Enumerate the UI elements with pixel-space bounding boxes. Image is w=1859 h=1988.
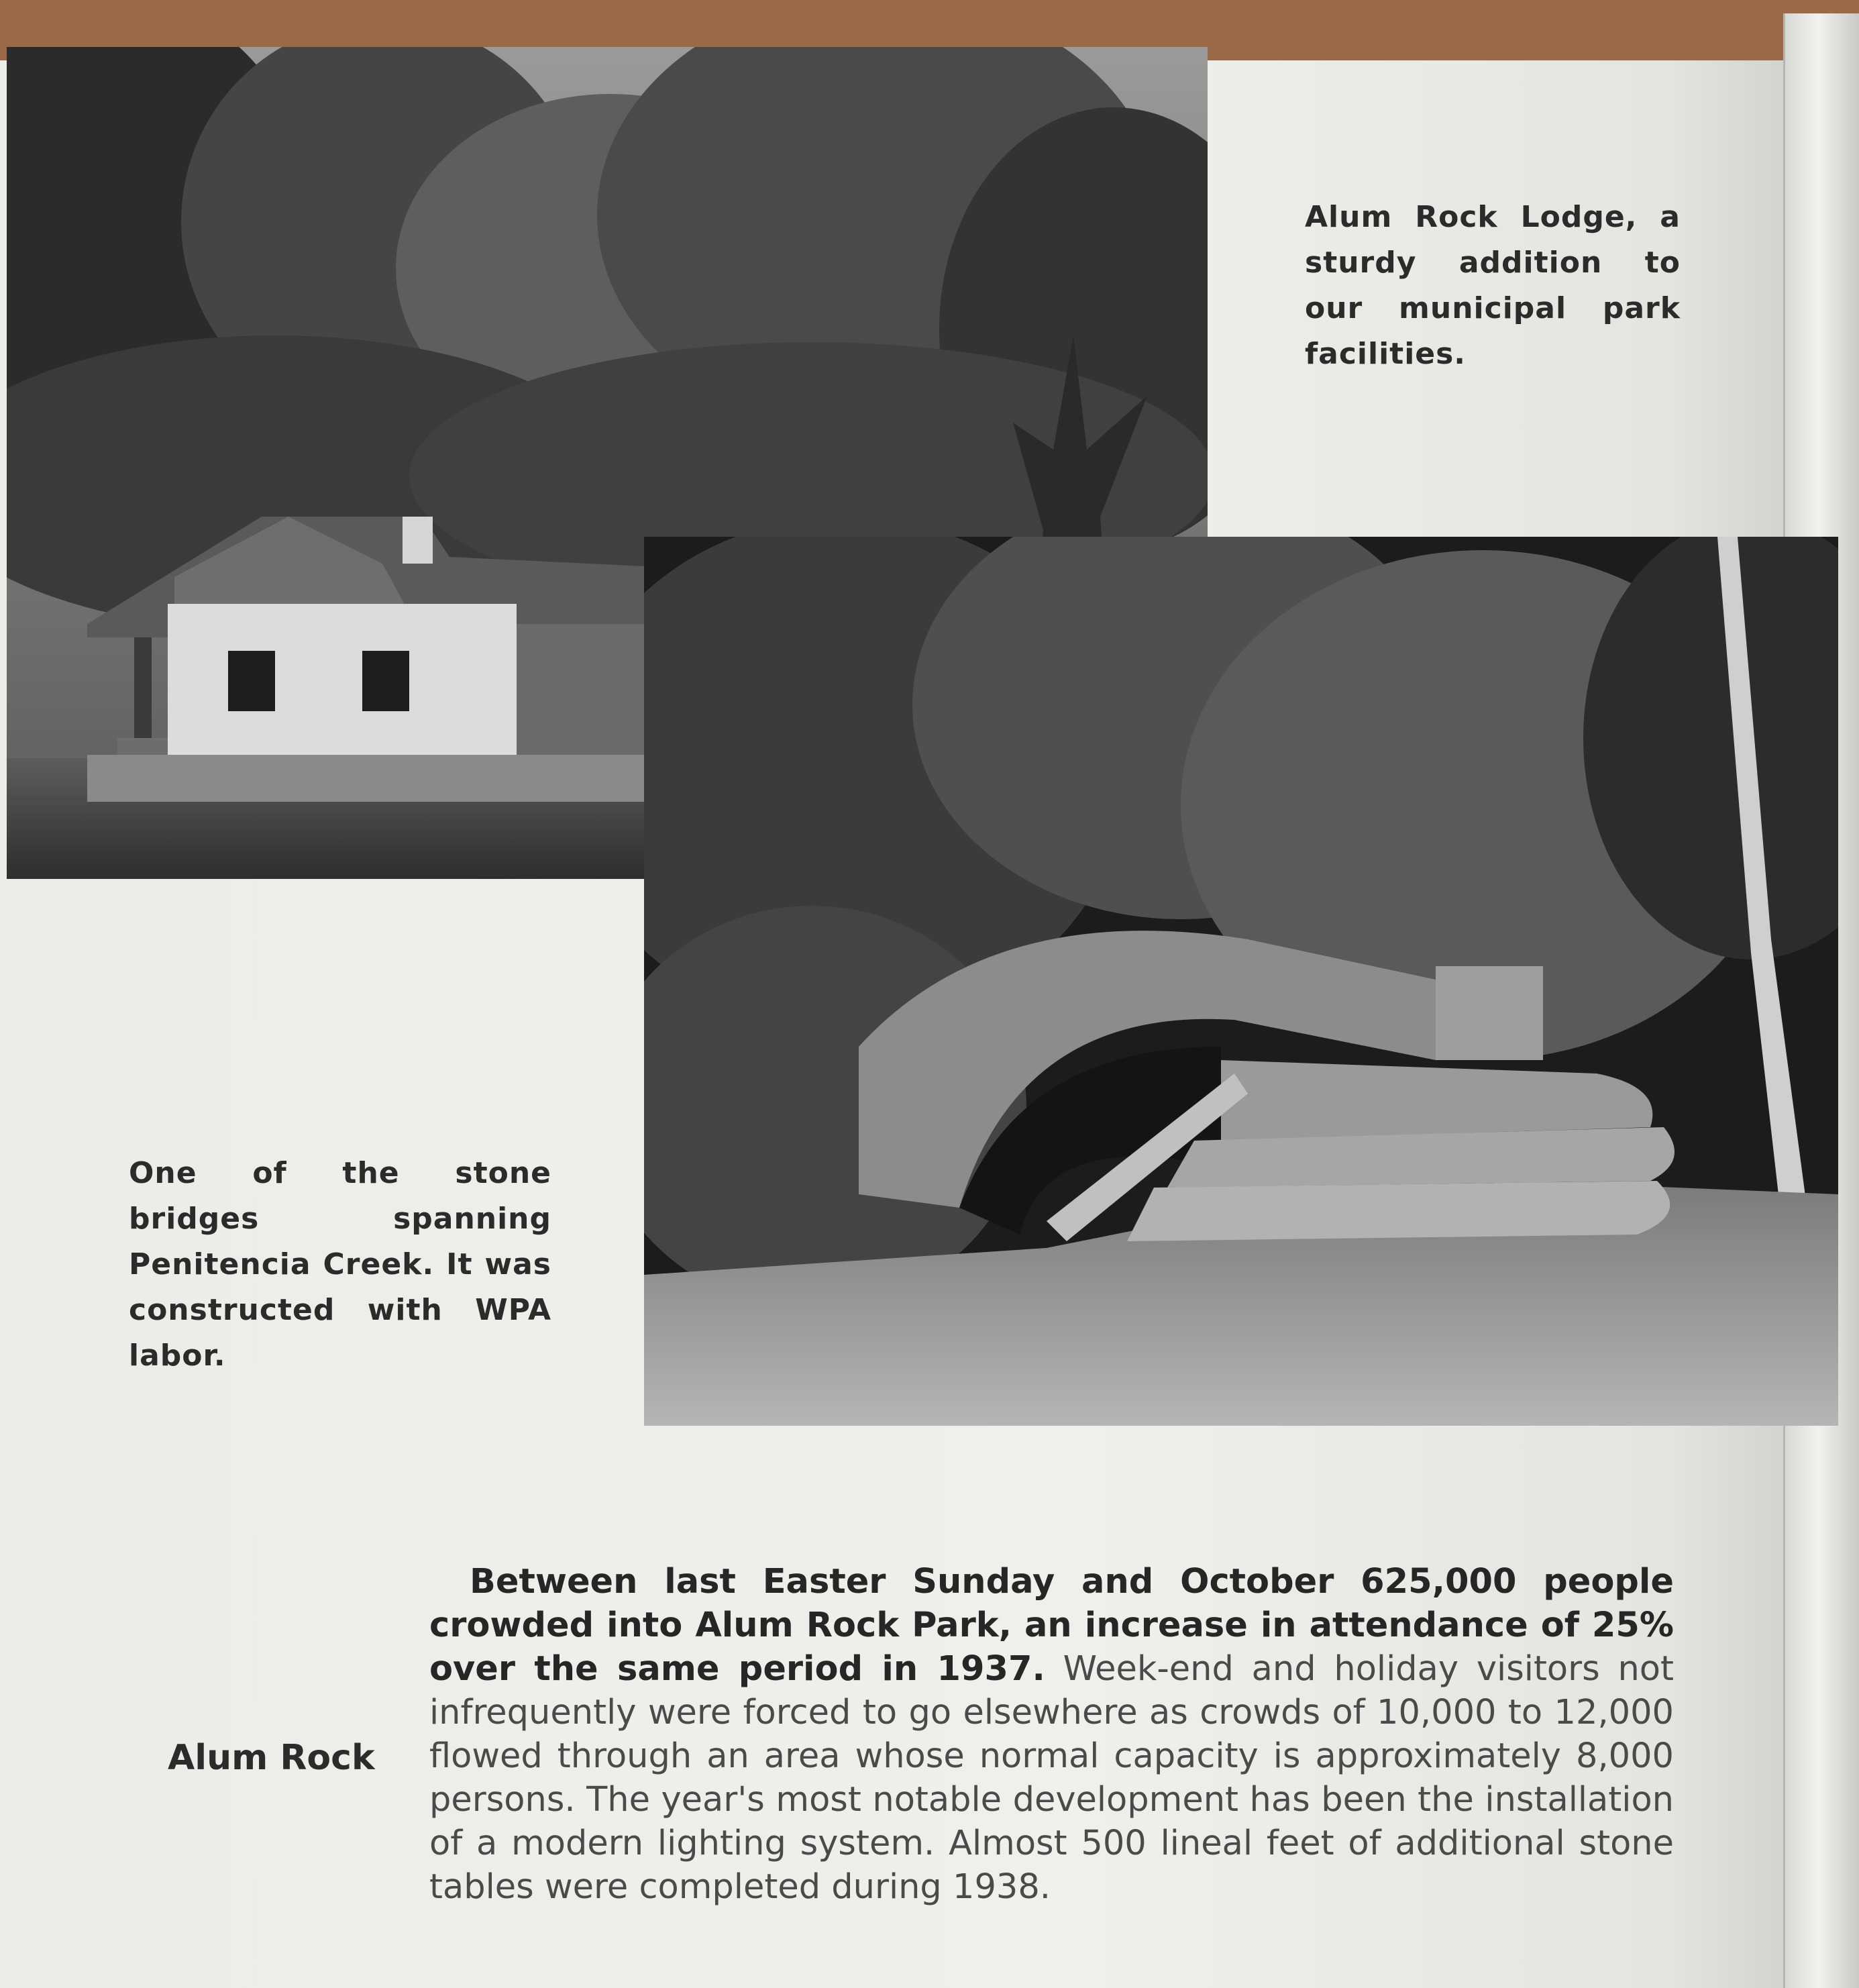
photo-stone-bridge [644, 537, 1838, 1426]
caption-lodge: Alum Rock Lodge, a sturdy addition to our municipal park facilities. [1305, 200, 1681, 371]
section-heading: Alum Rock [168, 1738, 375, 1778]
body-lead-text: Between last Easter Sunday and October 625,000 people crowded into Alum Rock Park, an increase in attendance of 25% over the same period in 1937. [429, 1562, 1674, 1689]
caption-bridge: One of the stone bridges spanning Penitencia Creek. It was constructed with WPA labor. [129, 1156, 551, 1373]
body-rest-text: Week-end and holiday visitors not infrequently were forced to go elsewhere as crowds of 10,000 to 12,000 flowed through an area whose normal capacity is approximately 8,000 persons. The year's most notable development has been the installation of a modern lighting system. Almost 500 lineal feet of additional stone tables were completed during 1938. [429, 1649, 1674, 1907]
bridge-photo-illustration [644, 537, 1838, 1426]
body-paragraph [429, 1560, 1674, 1909]
